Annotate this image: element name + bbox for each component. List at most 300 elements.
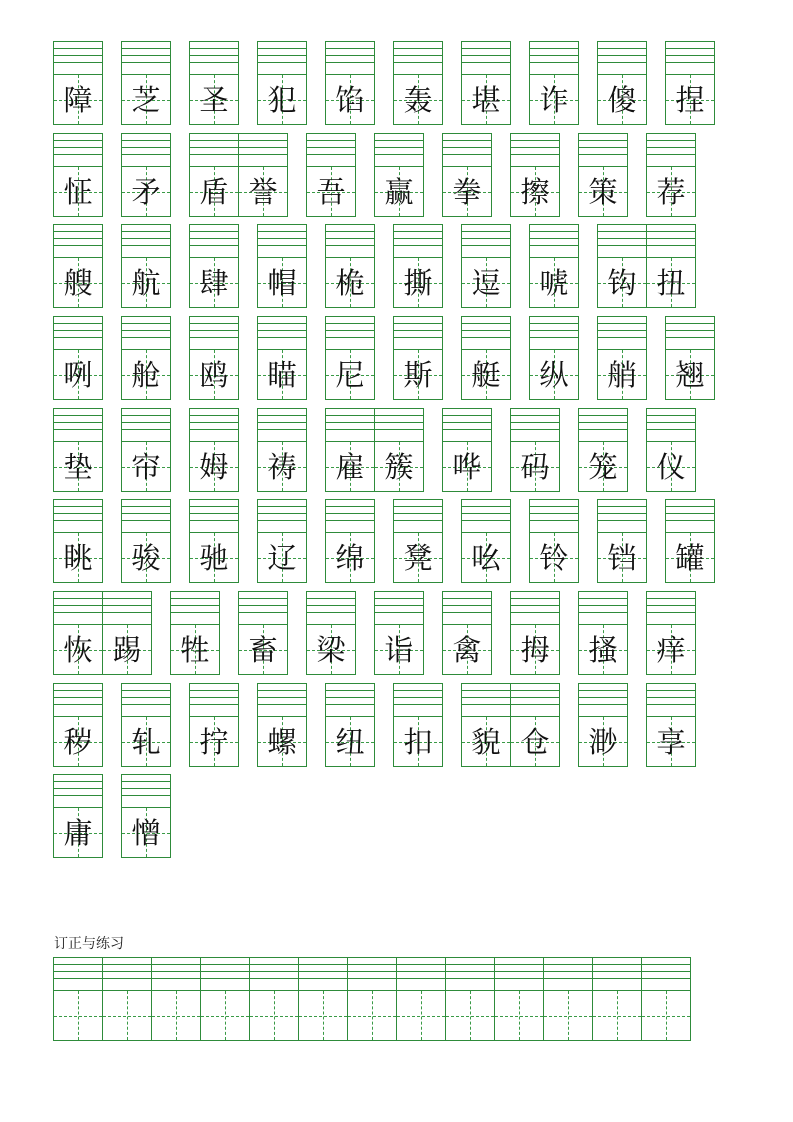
pinyin-line [258, 415, 306, 416]
pinyin-line [171, 612, 219, 613]
pinyin-line [152, 964, 200, 965]
hanzi-character: 吆 [471, 541, 501, 575]
pinyin-line [122, 422, 170, 423]
character-cell [189, 133, 239, 217]
practice-cell[interactable] [249, 957, 299, 1041]
pinyin-line [307, 154, 355, 155]
character-cell [578, 683, 628, 767]
hanzi-character: 斯 [403, 358, 433, 392]
pinyin-line [666, 513, 714, 514]
character-cell [393, 683, 443, 767]
pinyin-line [122, 330, 170, 331]
pinyin-line [598, 238, 646, 239]
pinyin-line [462, 245, 510, 246]
pinyin-line [375, 154, 423, 155]
pinyin-line [190, 154, 238, 155]
pinyin-line [666, 330, 714, 331]
pinyin-line [666, 48, 714, 49]
pinyin-line [394, 513, 442, 514]
character-cell [306, 133, 356, 217]
pinyin-line [579, 704, 627, 705]
practice-cell[interactable] [445, 957, 495, 1041]
pinyin-line [530, 231, 578, 232]
hanzi-character: 秽 [63, 725, 93, 759]
pinyin-line [122, 62, 170, 63]
hanzi-character: 荐 [656, 175, 686, 209]
hanzi-character: 哗 [452, 450, 482, 484]
practice-cell[interactable] [53, 957, 103, 1041]
pinyin-line [54, 781, 102, 782]
pinyin-line [326, 422, 374, 423]
practice-cell[interactable] [298, 957, 348, 1041]
character-cell [665, 41, 715, 125]
pinyin-line [152, 971, 200, 972]
pinyin-line [647, 238, 695, 239]
hanzi-character: 享 [656, 725, 686, 759]
pinyin-line [122, 238, 170, 239]
tianzige-box [250, 990, 298, 1040]
hanzi-character: 渺 [588, 725, 618, 759]
character-cell [170, 591, 220, 675]
pinyin-line [598, 513, 646, 514]
practice-cell[interactable] [592, 957, 642, 1041]
hanzi-character: 犯 [267, 83, 297, 117]
pinyin-line [258, 422, 306, 423]
pinyin-line [511, 704, 559, 705]
pinyin-line [190, 520, 238, 521]
hanzi-character: 扭 [656, 266, 686, 300]
hanzi-character: 吾 [316, 175, 346, 209]
character-cell [121, 774, 171, 858]
pinyin-line [299, 978, 347, 979]
pinyin-line [326, 520, 374, 521]
character-cell [461, 683, 511, 767]
character-cell [189, 41, 239, 125]
pinyin-line [326, 245, 374, 246]
horizontal-guide [348, 1016, 396, 1017]
pinyin-line [54, 330, 102, 331]
pinyin-line [54, 513, 102, 514]
hanzi-character: 轧 [131, 725, 161, 759]
pinyin-line [394, 697, 442, 698]
character-cell [461, 41, 511, 125]
character-cell [393, 41, 443, 125]
horizontal-guide [446, 1016, 494, 1017]
pinyin-line [462, 55, 510, 56]
pinyin-line [579, 140, 627, 141]
hanzi-character: 障 [63, 83, 93, 117]
character-cell [665, 499, 715, 583]
character-cell [257, 316, 307, 400]
pinyin-line [258, 337, 306, 338]
hanzi-character: 拇 [520, 633, 550, 667]
pinyin-line [54, 62, 102, 63]
pinyin-line [54, 795, 102, 796]
pinyin-line [258, 330, 306, 331]
character-cell [510, 133, 560, 217]
pinyin-line [258, 55, 306, 56]
pinyin-line [579, 415, 627, 416]
pinyin-line [54, 788, 102, 789]
pinyin-line [394, 704, 442, 705]
pinyin-line [103, 605, 151, 606]
pinyin-line [530, 245, 578, 246]
pinyin-line [375, 598, 423, 599]
pinyin-line [394, 231, 442, 232]
pinyin-line [122, 415, 170, 416]
character-cell [393, 316, 443, 400]
pinyin-line [530, 513, 578, 514]
pinyin-line [530, 48, 578, 49]
practice-cell[interactable] [102, 957, 152, 1041]
pinyin-line [54, 520, 102, 521]
hanzi-character: 辽 [267, 541, 297, 575]
horizontal-guide [152, 1016, 200, 1017]
horizontal-guide [544, 1016, 592, 1017]
hanzi-character: 绵 [335, 541, 365, 575]
pinyin-line [326, 337, 374, 338]
pinyin-line [511, 690, 559, 691]
pinyin-line [666, 337, 714, 338]
pinyin-line [579, 605, 627, 606]
hanzi-character: 擦 [520, 175, 550, 209]
hanzi-character: 眺 [63, 541, 93, 575]
pinyin-line [443, 612, 491, 613]
pinyin-line [642, 971, 690, 972]
pinyin-line [122, 513, 170, 514]
horizontal-guide [250, 1016, 298, 1017]
pinyin-line [307, 612, 355, 613]
pinyin-line [394, 55, 442, 56]
pinyin-line [446, 964, 494, 965]
pinyin-line [598, 520, 646, 521]
hanzi-character: 码 [520, 450, 550, 484]
pinyin-line [152, 978, 200, 979]
pinyin-line [375, 147, 423, 148]
character-cell [325, 683, 375, 767]
pinyin-line [122, 704, 170, 705]
pinyin-line [258, 231, 306, 232]
pinyin-line [511, 422, 559, 423]
pinyin-line [258, 245, 306, 246]
pinyin-line [647, 704, 695, 705]
pinyin-line [511, 140, 559, 141]
hanzi-character: 翘 [675, 358, 705, 392]
pinyin-line [103, 978, 151, 979]
hanzi-character: 馅 [335, 83, 365, 117]
hanzi-character: 瞄 [267, 358, 297, 392]
pinyin-line [122, 55, 170, 56]
hanzi-character: 唬 [539, 266, 569, 300]
pinyin-line [397, 978, 445, 979]
pinyin-line [54, 422, 102, 423]
hanzi-character: 驰 [199, 541, 229, 575]
pinyin-line [394, 690, 442, 691]
pinyin-line [642, 964, 690, 965]
practice-cell[interactable] [151, 957, 201, 1041]
character-cell [189, 499, 239, 583]
character-cell [646, 133, 696, 217]
pinyin-line [326, 506, 374, 507]
character-cell [121, 499, 171, 583]
pinyin-line [239, 154, 287, 155]
pinyin-line [326, 690, 374, 691]
pinyin-line [190, 238, 238, 239]
pinyin-line [190, 48, 238, 49]
pinyin-line [394, 506, 442, 507]
pinyin-line [598, 337, 646, 338]
hanzi-character: 畜 [248, 633, 278, 667]
pinyin-line [462, 231, 510, 232]
character-cell [510, 591, 560, 675]
pinyin-line [394, 520, 442, 521]
pinyin-line [239, 140, 287, 141]
pinyin-line [579, 422, 627, 423]
pinyin-line [348, 964, 396, 965]
character-cell [53, 683, 103, 767]
hanzi-character: 垫 [63, 450, 93, 484]
character-cell [510, 683, 560, 767]
pinyin-line [544, 964, 592, 965]
pinyin-line [54, 55, 102, 56]
hanzi-character: 仓 [520, 725, 550, 759]
pinyin-line [375, 422, 423, 423]
pinyin-line [511, 605, 559, 606]
character-cell [238, 591, 288, 675]
practice-cell[interactable] [396, 957, 446, 1041]
pinyin-line [54, 964, 102, 965]
tianzige-box [495, 990, 543, 1040]
pinyin-line [190, 506, 238, 507]
pinyin-line [446, 978, 494, 979]
hanzi-character: 纵 [539, 358, 569, 392]
pinyin-line [598, 506, 646, 507]
pinyin-line [375, 612, 423, 613]
pinyin-line [326, 323, 374, 324]
character-cell [374, 591, 424, 675]
pinyin-line [54, 238, 102, 239]
horizontal-guide [397, 1016, 445, 1017]
character-cell [189, 408, 239, 492]
pinyin-line [122, 429, 170, 430]
pinyin-line [462, 704, 510, 705]
pinyin-line [190, 62, 238, 63]
pinyin-line [495, 964, 543, 965]
pinyin-line [394, 323, 442, 324]
pinyin-line [190, 422, 238, 423]
pinyin-line [511, 147, 559, 148]
character-cell [257, 408, 307, 492]
pinyin-line [190, 697, 238, 698]
practice-section-title: 订正与练习 [54, 936, 124, 952]
hanzi-character: 逗 [471, 266, 501, 300]
character-cell [121, 316, 171, 400]
pinyin-line [642, 978, 690, 979]
character-cell [257, 41, 307, 125]
practice-cell[interactable] [641, 957, 691, 1041]
pinyin-line [190, 323, 238, 324]
pinyin-line [443, 422, 491, 423]
pinyin-line [394, 48, 442, 49]
character-cell [646, 224, 696, 308]
pinyin-line [326, 513, 374, 514]
pinyin-line [54, 140, 102, 141]
pinyin-line [598, 231, 646, 232]
hanzi-character: 拳 [452, 175, 482, 209]
practice-cell[interactable] [200, 957, 250, 1041]
pinyin-line [103, 612, 151, 613]
pinyin-line [122, 323, 170, 324]
pinyin-line [307, 140, 355, 141]
pinyin-line [647, 415, 695, 416]
pinyin-line [190, 690, 238, 691]
hanzi-character: 牲 [180, 633, 210, 667]
hanzi-character: 圣 [199, 83, 229, 117]
hanzi-character: 肆 [199, 266, 229, 300]
hanzi-character: 祷 [267, 450, 297, 484]
character-cell [53, 224, 103, 308]
tianzige-box [544, 990, 592, 1040]
character-cell [325, 499, 375, 583]
hanzi-character: 盾 [199, 175, 229, 209]
pinyin-line [443, 598, 491, 599]
character-cell [53, 499, 103, 583]
hanzi-character: 禽 [452, 633, 482, 667]
pinyin-line [258, 697, 306, 698]
pinyin-line [190, 429, 238, 430]
pinyin-line [258, 704, 306, 705]
pinyin-line [190, 147, 238, 148]
character-cell [238, 133, 288, 217]
pinyin-line [190, 231, 238, 232]
pinyin-line [54, 337, 102, 338]
hanzi-character: 钩 [607, 266, 637, 300]
pinyin-line [326, 330, 374, 331]
tianzige-box [54, 990, 102, 1040]
hanzi-character: 梁 [316, 633, 346, 667]
pinyin-line [122, 147, 170, 148]
pinyin-line [462, 48, 510, 49]
hanzi-character: 轰 [403, 83, 433, 117]
pinyin-line [258, 520, 306, 521]
pinyin-line [495, 978, 543, 979]
practice-cell[interactable] [347, 957, 397, 1041]
pinyin-line [54, 154, 102, 155]
pinyin-line [258, 506, 306, 507]
pinyin-line [462, 697, 510, 698]
pinyin-line [443, 140, 491, 141]
pinyin-line [593, 978, 641, 979]
pinyin-line [54, 971, 102, 972]
character-cell [189, 683, 239, 767]
pinyin-line [511, 697, 559, 698]
character-cell [510, 408, 560, 492]
tianzige-box [152, 990, 200, 1040]
pinyin-line [326, 231, 374, 232]
pinyin-line [598, 48, 646, 49]
pinyin-line [54, 704, 102, 705]
pinyin-line [511, 154, 559, 155]
tianzige-box [593, 990, 641, 1040]
pinyin-line [122, 245, 170, 246]
pinyin-line [598, 323, 646, 324]
pinyin-line [511, 415, 559, 416]
horizontal-guide [299, 1016, 347, 1017]
character-cell [102, 591, 152, 675]
pinyin-line [54, 612, 102, 613]
character-cell [442, 133, 492, 217]
tianzige-box [642, 990, 690, 1040]
character-cell [597, 41, 647, 125]
hanzi-character: 誉 [248, 175, 278, 209]
horizontal-guide [593, 1016, 641, 1017]
pinyin-line [258, 429, 306, 430]
pinyin-line [54, 605, 102, 606]
horizontal-guide [495, 1016, 543, 1017]
hanzi-character: 恢 [63, 633, 93, 667]
pinyin-line [122, 697, 170, 698]
pinyin-line [495, 971, 543, 972]
pinyin-line [122, 506, 170, 507]
character-cell [121, 133, 171, 217]
pinyin-line [326, 429, 374, 430]
pinyin-line [103, 971, 151, 972]
tianzige-box [397, 990, 445, 1040]
hanzi-character: 舱 [131, 358, 161, 392]
pinyin-line [54, 147, 102, 148]
pinyin-line [258, 690, 306, 691]
pinyin-line [544, 978, 592, 979]
pinyin-line [122, 788, 170, 789]
pinyin-line [299, 964, 347, 965]
pinyin-line [443, 147, 491, 148]
pinyin-line [54, 245, 102, 246]
character-cell [257, 224, 307, 308]
character-cell [529, 316, 579, 400]
hanzi-character: 拧 [199, 725, 229, 759]
character-cell [306, 591, 356, 675]
character-cell [578, 133, 628, 217]
character-cell [597, 499, 647, 583]
practice-cell[interactable] [543, 957, 593, 1041]
pinyin-line [54, 978, 102, 979]
horizontal-guide [642, 1016, 690, 1017]
pinyin-line [397, 964, 445, 965]
hanzi-character: 扣 [403, 725, 433, 759]
hanzi-character: 诣 [384, 633, 414, 667]
pinyin-line [579, 598, 627, 599]
pinyin-line [598, 245, 646, 246]
pinyin-line [530, 238, 578, 239]
pinyin-line [54, 697, 102, 698]
pinyin-line [190, 330, 238, 331]
character-cell [529, 41, 579, 125]
character-cell [121, 41, 171, 125]
hanzi-character: 仪 [656, 450, 686, 484]
character-cell [665, 316, 715, 400]
pinyin-line [511, 429, 559, 430]
pinyin-line [54, 323, 102, 324]
pinyin-line [579, 690, 627, 691]
pinyin-line [326, 55, 374, 56]
hanzi-character: 踢 [112, 633, 142, 667]
pinyin-line [258, 48, 306, 49]
practice-cell[interactable] [494, 957, 544, 1041]
pinyin-line [394, 238, 442, 239]
pinyin-line [258, 62, 306, 63]
pinyin-line [375, 415, 423, 416]
pinyin-line [530, 520, 578, 521]
